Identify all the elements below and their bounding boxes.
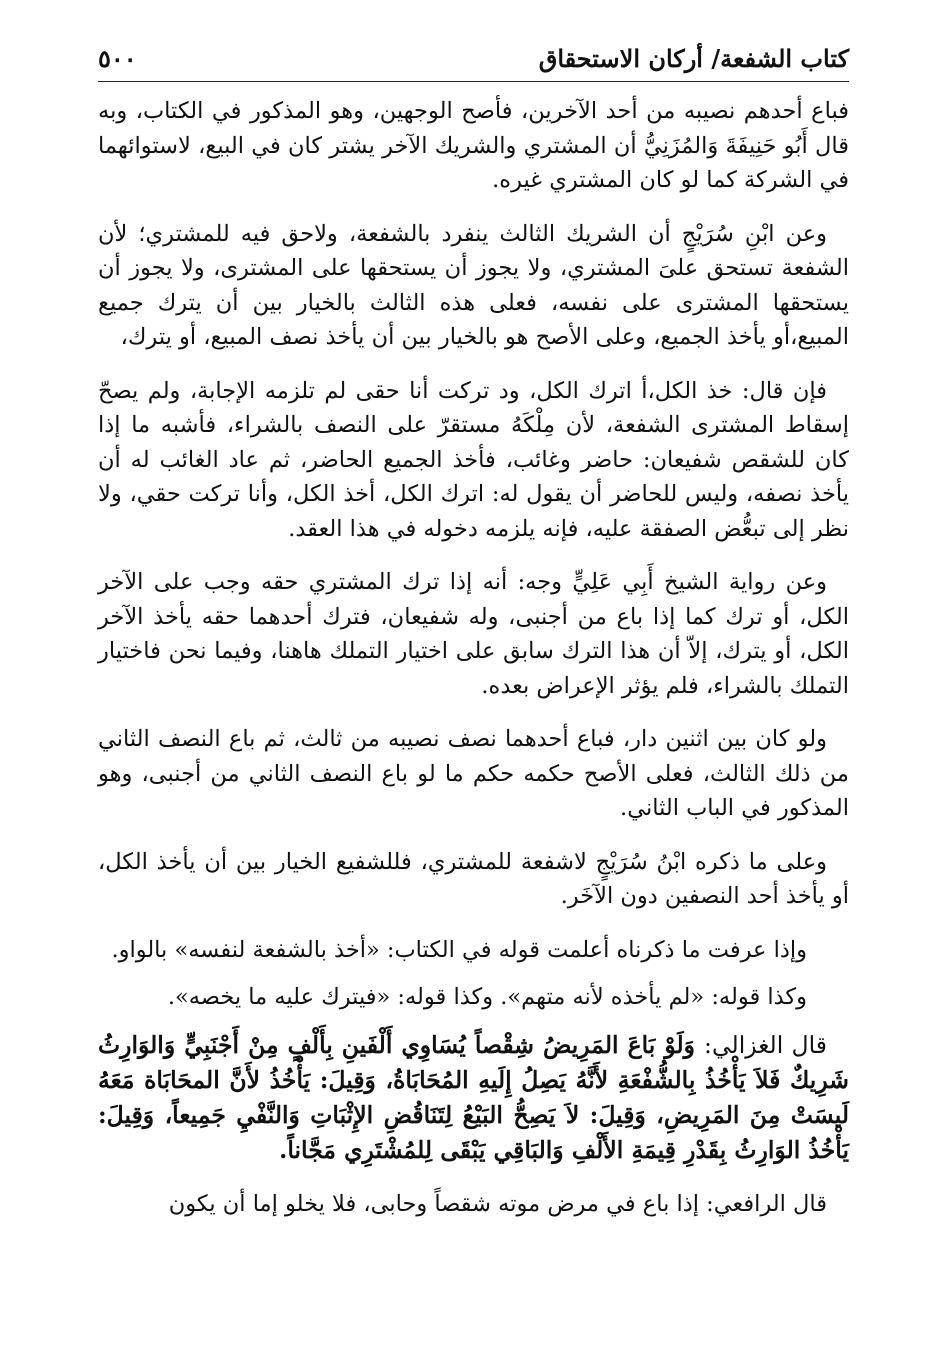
last-paragraph: قال الرافعي: إذا باع في مرض موته شقصاً وحابى، فلا يخلو إما أن يكون	[168, 1190, 827, 1217]
paragraph: فباع أحدهم نصيبه من أحد الآخرين، فأصح الوجهين، وهو المذكور في الكتاب، وبه قال أَبُو حَنِيفَةَ وَالمُزَنِيُّ أن المشتري والشريك الآخر يشتر كان في البيع، لاستوائهما في الشركة كما لو كان المشتري غيره.	[98, 98, 849, 193]
running-title: كتاب الشفعة/ أركان الاستحقاق	[538, 44, 849, 73]
paragraph: وعن رواية الشيخ أَبِي عَلِيٍّ وجه: أنه إذا ترك المشتري حقه وجب على الآخر الكل، أو ترك كما إذا باع من أجنبى، وله شفيعان، فترك أحدهما حقه يأخذ الآخر الكل، أو يترك، إلاّ أن هذا الترك سابق على اختيار التملك هاهنا، وفيما نحن فاختيار التملك بالشراء، فلم يؤثر الإعراض بعده.	[98, 569, 849, 699]
page-number: ٥٠٠	[98, 44, 137, 73]
page-header	[98, 28, 849, 82]
matn-text: وَلَوْ بَاعَ المَرِيضُ شِقْصاً يُسَاوِي أَلْفَينِ بِأَلْفٍ مِنْ أَجْنَبِيٍّ وَالوَارِثُ شَرِيكٌ فَلاَ يَأْخُذُ بِالشُّفْعَةِ لأَنَّهُ يَصِلُ إِلَيهِ المُحَابَاةُ، وَقِيلَ: يَأْخُذُ لأَنَّ المحَابَاة مَعَهُ لَيسَتْ مِنَ المَرِيضِ، وَقِيلَ: لاَ يَصِحُّ البَيْعُ لِتَنَاقُضِ الإِثْبَاتِ وَالنَّفْيِ جَمِيعاً، وَقِيلَ: يَأْخُذُ الوَارِثُ بِقَدْرِ قِيمَةِ الأَلْفِ وَالبَاقِي يَبْقَى لِلمُشْتَرِي مَجَّاناً.	[98, 1030, 849, 1164]
inner-line: وكذا قوله: «لم يأخذه لأنه متهم». وكذا قوله: «فيترك عليه ما يخصه».	[167, 984, 807, 1010]
paragraph: فإن قال: خذ الكل،أ اترك الكل، ود تركت أنا حقى لم تلزمه الإجابة، ولم يصحّ إسقاط المشترى الشفعة، لأن مِلْكَهُ مستقرّ على النصف بالشراء، فأشبه ما إذا كان للشقص شفيعان: حاضر وغائب، فأخذ الجميع الحاضر، ثم عاد الغائب له أن يأخذ نصفه، وليس للحاضر أن يقول له: اترك الكل، أخذ الكل، وأنا تركت حقي، ولا نظر إلى تبعُّض الصفقة عليه، فإنه يلزمه دخوله في هذا العقد.	[98, 377, 849, 542]
matn-lead: قال الغزالي:	[704, 1030, 828, 1059]
inner-line: وإذا عرفت ما ذكرناه أعلمت قوله في الكتاب: «أخذ بالشفعة لنفسه» بالواو.	[111, 936, 807, 963]
page-body	[98, 94, 849, 1221]
paragraph: وعلى ما ذكره ابْنُ سُرَيْجٍ لاشفعة للمشتري، فللشفيع الخيار بين أن يأخذ الكل، أو يأخذ أحد النصفين دون الآخَر.	[98, 848, 849, 909]
paragraph: وعن ابْنِ سُرَيْجٍ أن الشريك الثالث ينفرد بالشفعة، ولاحق فيه للمشتري؛ لأن الشفعة تستحق علىَ المشتري، ولا يجوز أن يستحقها على المشترى، ولا يجوز أن يستحقها المشترى على نفسه، فعلى هذه الثالث بالخيار بين أن يترك جميع المبيع،أو يأخذ الجميع، وعلى الأصح هو بالخيار بين أن يأخذ نصف المبيع، أو يترك،	[98, 220, 849, 350]
paragraph: ولو كان بين اثنين دار، فباع أحدهما نصف نصيبه من ثالث، ثم باع النصف الثاني من ذلك الثالث، فعلى الأصح حكمه حكم ما لو باع النصف الثاني من أجنبى، وهو المذكور في الباب الثاني.	[98, 726, 849, 821]
matn-paragraph	[98, 1028, 849, 1168]
